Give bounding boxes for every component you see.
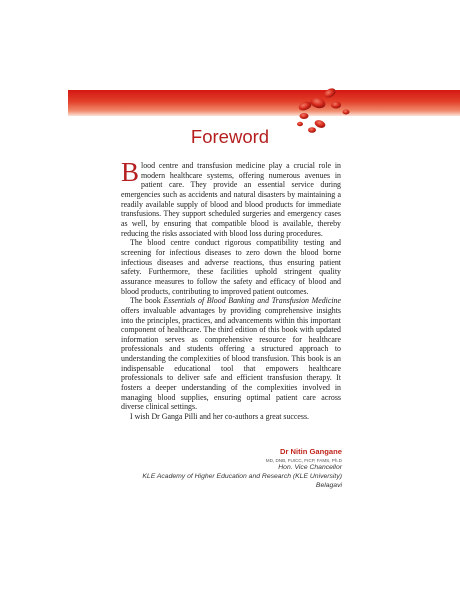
paragraph-3: The book Essentials of Blood Banking and Transfusion Medicine offers invaluable advantages by providing comprehensive insights into the principles, practices, and advancements within this important component of healthcare. The third edition of this book with updated information serves as comprehensive resource for healthcare professionals and students offering a structured approach to understanding the complexities of blood transfusion. This book is an indispensable educational tool that empowers healthcare professionals to deliver safe and efficient transfusion therapy. It fosters a deeper understanding of the complexities involved in managing blood supplies, ensuring optimal patient care across diverse clinical settings.: [121, 296, 341, 412]
signature-role: Hon. Vice Chancellor: [278, 464, 342, 471]
header-banner: [68, 90, 460, 116]
signature-name: Dr Nitin Gangane: [279, 447, 342, 456]
book-title: Essentials of Blood Banking and Transfusion Medicine: [163, 296, 341, 306]
drop-cap: B: [121, 157, 140, 187]
foreword-body: [121, 157, 341, 422]
signature-credentials: MD, DNB, FUICC, FICP, FAMS, Ph.D: [265, 458, 342, 463]
paragraph-1: Blood centre and transfusion medicine play a crucial role in modern healthcare systems, offering numerous avenues in patient care. They provide an essential service during emergencies such as accidents and natural disasters by maintaining a readily available supply of blood and blood products for immediate transfusions. They support scheduled surgeries and emergency cases as well, by ensuring that compatible blood is available, thereby reducing the risks associated with blood loss during procedures.: [121, 157, 341, 238]
paragraph-4: I wish Dr Ganga Pilli and her co-authors a great success.: [130, 412, 310, 422]
page-title: Foreword: [190, 126, 270, 147]
signature-block: [142, 446, 342, 490]
signature-city: Belagavi: [315, 481, 342, 489]
signature-institution: KLE Academy of Higher Education and Research (KLE University): [142, 472, 342, 480]
paragraph-2: The blood centre conduct rigorous compatibility testing and screening for infectious diseases to zero down the blood borne infectious diseases and adverse reactions, thus ensuring patient safety. Furthermore, these facilities uphold stringent quality assurance measures to follow the safety and efficacy of blood and blood products, contributing to improved patient outcomes.: [121, 238, 341, 296]
